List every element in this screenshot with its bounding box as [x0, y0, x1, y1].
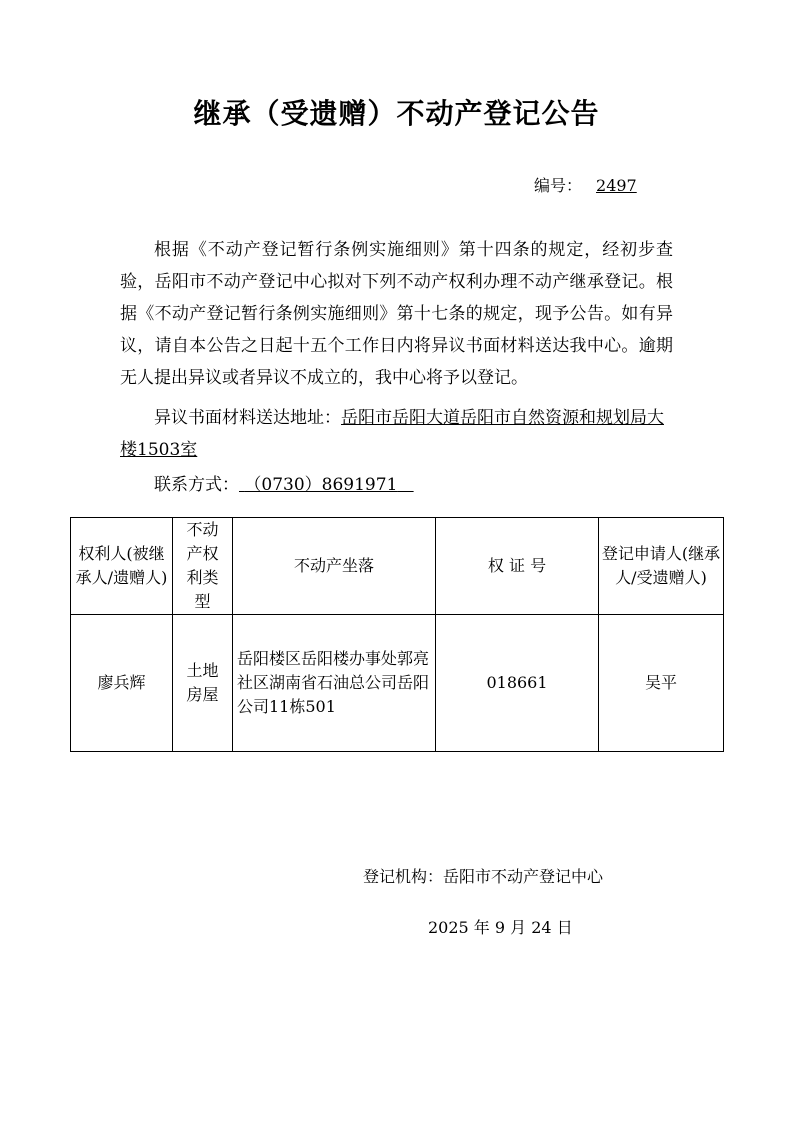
- header-right-type: 不动产权利类型: [173, 518, 233, 615]
- contact-value: （0730）8691971: [244, 475, 398, 495]
- table-row: [71, 615, 724, 752]
- objection-address-label: 异议书面材料送达地址：: [154, 408, 341, 428]
- contact-info: [120, 469, 673, 501]
- header-location: 不动产坐落: [233, 518, 436, 615]
- document-number: [534, 173, 637, 196]
- cell-cert-no: 018661: [436, 615, 599, 752]
- header-applicant: 登记申请人(继承人/受遗赠人): [599, 518, 724, 615]
- document-number-value: 2497: [596, 176, 637, 195]
- announcement-date: 2025 年 9 月 24 日: [428, 918, 573, 937]
- registration-authority: 登记机构：岳阳市不动产登记中心: [363, 867, 604, 886]
- announcement-paragraph: 根据《不动产登记暂行条例实施细则》第十四条的规定，经初步查验，岳阳市不动产登记中心拟对下列不动产权利办理不动产继承登记。根据《不动产登记暂行条例实施细则》第十七条的规定，现予公告。如有异议，请自本公告之日起十五个工作日内将异议书面材料送达我中心。逾期无人提出异议或者异议不成立的，我中心将予以登记。: [120, 240, 673, 388]
- objection-address: [120, 402, 673, 466]
- document-number-label: 编号：: [534, 176, 583, 195]
- cell-owner: 廖兵辉: [71, 615, 173, 752]
- cell-applicant: 吴平: [599, 615, 724, 752]
- objection-address-value: 岳阳市岳阳大道岳阳市自然资源和规划局大楼1503室: [120, 408, 664, 460]
- cell-location: 岳阳楼区岳阳楼办事处郭亮社区湖南省石油总公司岳阳公司11栋501: [233, 615, 436, 752]
- cell-right-type: 土地房屋: [173, 615, 233, 752]
- contact-label: 联系方式：: [154, 475, 239, 495]
- header-owner: 权利人(被继承人/遗赠人): [71, 518, 173, 615]
- registration-table: [70, 517, 724, 752]
- page-title: 继承（受遗赠）不动产登记公告: [193, 97, 600, 130]
- header-cert-no: 权 证 号: [436, 518, 599, 615]
- table-header-row: [71, 518, 724, 615]
